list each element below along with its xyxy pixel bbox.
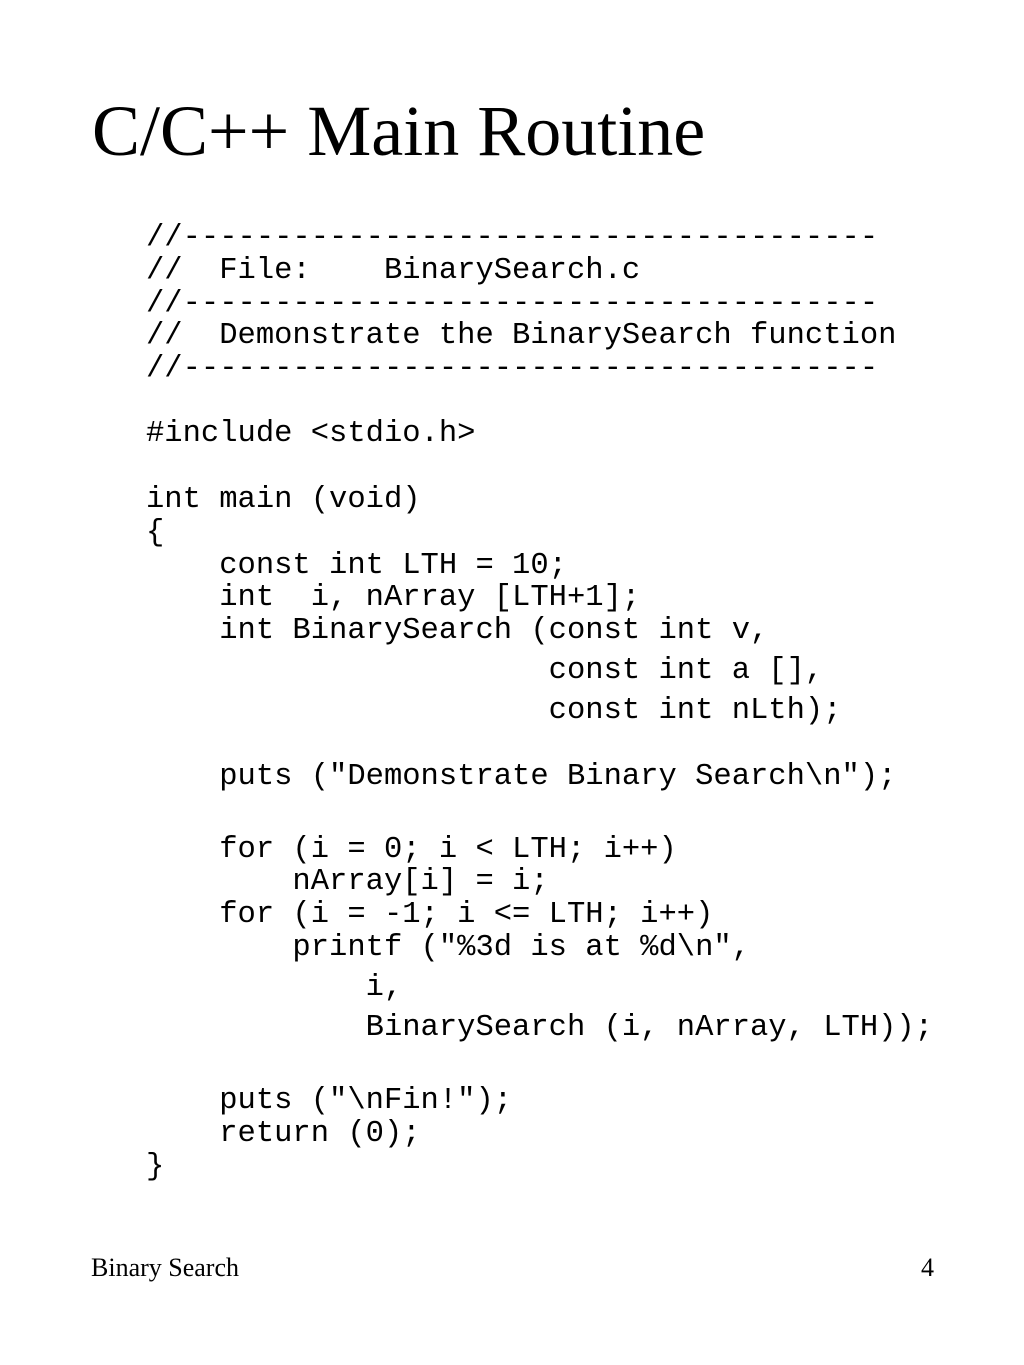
slide-title: C/C++ Main Routine <box>92 91 706 171</box>
code-line-3: //-------------------------------------- <box>146 287 879 321</box>
code-line-23: } <box>146 1150 165 1184</box>
code-line-13: const int nLth); <box>146 694 842 728</box>
code-line-21: puts ("\nFin!"); <box>146 1084 513 1118</box>
code-line-2: // File: BinarySearch.c <box>146 254 641 288</box>
code-line-22: return (0); <box>146 1117 421 1151</box>
code-line-15: for (i = 0; i < LTH; i++) <box>146 833 677 867</box>
code-line-5: //-------------------------------------- <box>146 352 879 386</box>
code-line-11: int BinarySearch (const int v, <box>146 614 769 648</box>
code-line-10: int i, nArray [LTH+1]; <box>146 581 641 615</box>
code-line-20: BinarySearch (i, nArray, LTH)); <box>146 1011 934 1045</box>
code-line-8: { <box>146 516 165 550</box>
code-line-7: int main (void) <box>146 483 421 517</box>
code-line-16: nArray[i] = i; <box>146 865 549 899</box>
code-line-19: i, <box>146 971 403 1005</box>
code-line-14: puts ("Demonstrate Binary Search\n"); <box>146 760 897 794</box>
footer-title: Binary Search <box>91 1253 240 1282</box>
code-line-18: printf ("%3d is at %d\n", <box>146 931 750 965</box>
page-number: 4 <box>921 1253 934 1282</box>
code-line-4: // Demonstrate the BinarySearch function <box>146 319 897 353</box>
code-line-9: const int LTH = 10; <box>146 549 567 583</box>
code-line-17: for (i = -1; i <= LTH; i++) <box>146 898 714 932</box>
code-line-1: //-------------------------------------- <box>146 221 879 255</box>
code-line-12: const int a [], <box>146 654 824 688</box>
code-line-6: #include <stdio.h> <box>146 417 476 451</box>
